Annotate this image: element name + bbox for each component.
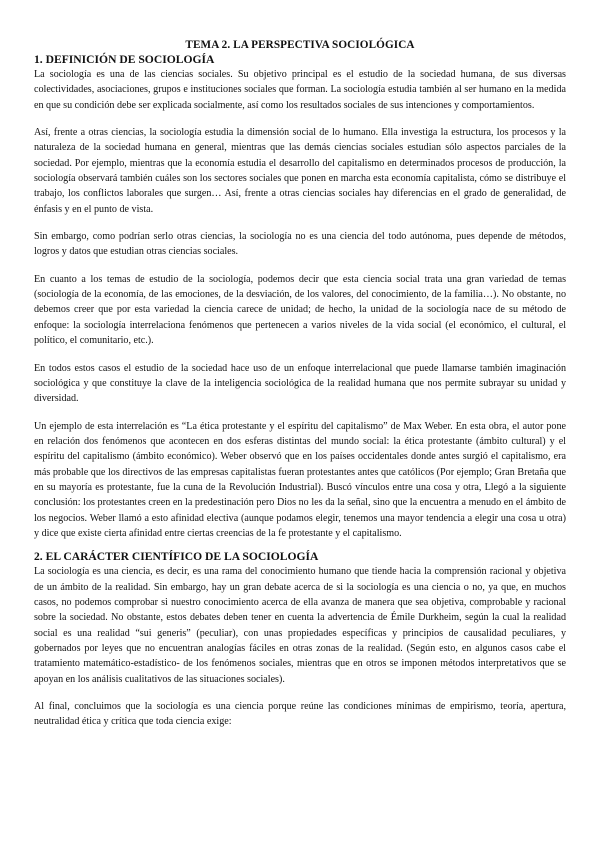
paragraph: Un ejemplo de esta interrelación es “La ética protestante y el espíritu del capitalismo” de Max Weber. En esta obra, el autor pone en relación dos fenómenos que acontecen en dos esferas distintas del mundo social: la ética protestante (ámbito cultural) y el espíritu del capitalismo (ámbito económico). Weber observó que en los países occidentales donde antes surgió el capitalismo, era más probable que los directivos de las empresas capitalistas fueran protestantes antes que católicos (Por ejemplo; Gran Bretaña que en su mayoría es protestante, fue la cuna de la Revolución Industrial). Buscó vínculos entre una cosa y otra, Llegó a la siguiente conclusión: los protestantes creen en la predestinación pero Dios no les da la señal, sino que la encuentra a menudo en el ámbito de los negocios. Weber llamó a esto afinidad electiva (aunque podamos elegir, tenemos una mayor tendencia a elegir una cosa u otra) y dice que existe cierta afinidad entre ciertas creencias de la fe protestante y el capitalismo. bbox=[34, 420, 566, 539]
paragraph: Al final, concluimos que la sociología es una ciencia porque reúne las condiciones mínimas de empirismo, teoría, apertura, neutralidad ética y crítica que toda ciencia exige: bbox=[34, 701, 566, 728]
section-heading: 2. EL CARÁCTER CIENTÍFICO DE LA SOCIOLOGÍA bbox=[34, 550, 319, 564]
paragraph: Sin embargo, como podrían serlo otras ciencias, la sociología no es una ciencia del todo autónoma, pues depende de métodos, logros y datos que estudian otras ciencias sociales. bbox=[34, 231, 566, 258]
section-caracter-cientifico bbox=[34, 549, 566, 729]
section-definicion bbox=[34, 52, 566, 541]
paragraph: En todos estos casos el estudio de la sociedad hace uso de un enfoque interrelacional que puede llamarse también imaginación sociológica y que constituye la clave de la inteligencia sociológica de la realidad humana que nos permite subrayar su unidad y diversidad. bbox=[34, 362, 566, 405]
paragraph: Así, frente a otras ciencias, la sociología estudia la dimensión social de lo humano. Ella investiga la estructura, los procesos y la naturaleza de la sociedad humana en general, mientras que las demás ciencias sociales estudian sólo aspectos parciales de la sociedad. Por ejemplo, mientras que la economía estudia el desarrollo del capitalismo en determinados procesos de producción, la sociología observará también cuáles son los sectores sociales que ponen en marcha esta economía capitalista, cómo se distribuye el trabajo, los conflictos laborales que surgen… Así, frente a otras ciencias sociales hay diferencias en el grado de generalidad, de énfasis y en el punto de vista. bbox=[34, 127, 566, 215]
section-heading: 1. DEFINICIÓN DE SOCIOLOGÍA bbox=[34, 53, 215, 66]
paragraph: En cuanto a los temas de estudio de la sociología, podemos decir que esta ciencia social trata una gran variedad de temas (sociología de la economía, de las emociones, de la desviación, de los valores, del conocimiento, de la familia…). No obstante, no debemos creer que por esta variedad la ciencia carece de unidad; de hecho, la unidad de la sociología nace de su método de enfoque: la sociología interrelaciona fenómenos que pertenecen a varios niveles de la vida social (el económico, el cultural, el político, el comunitario, etc.). bbox=[34, 273, 566, 347]
paragraph: La sociología es una ciencia, es decir, es una rama del conocimiento humano que tiende hacia la comprensión racional y objetiva de un ámbito de la realidad. Sin embargo, hay un gran debate acerca de si la sociología es una ciencia o no, ya que, en muchos casos, no podemos comprobar si nuestro conocimiento acerca de ella avanza de manera que sea objetiva, comprobable y racional sobre la sociedad. No obstante, estos debates deben tener en cuenta la advertencia de Émile Durkheim, según la cual la realidad social es una realidad “sui generis” (peculiar), con unas propiedades específicas y principios de causalidad peculiares, y gobernados por leyes que no encuentran analogías fáciles en otras zonas de la realidad. (Según esto, en algunos casos cabe el tratamiento matemático-estadístico- de los fenómenos sociales, mientras que en otros se imponen métodos interpretativos que se apoyan en los análisis cualitativos de las situaciones sociales). bbox=[34, 566, 566, 685]
paragraph: La sociología es una de las ciencias sociales. Su objetivo principal es el estudio de la sociedad humana, de sus diversas colectividades, asociaciones, grupos e instituciones sociales que forman. La sociología estudia también al ser humano en la medida en que su condición debe ser explicada socialmente, así como los resultados sociales de sus intenciones y comportamientos. bbox=[34, 69, 566, 111]
document-title: TEMA 2. LA PERSPECTIVA SOCIOLÓGICA bbox=[185, 39, 415, 51]
